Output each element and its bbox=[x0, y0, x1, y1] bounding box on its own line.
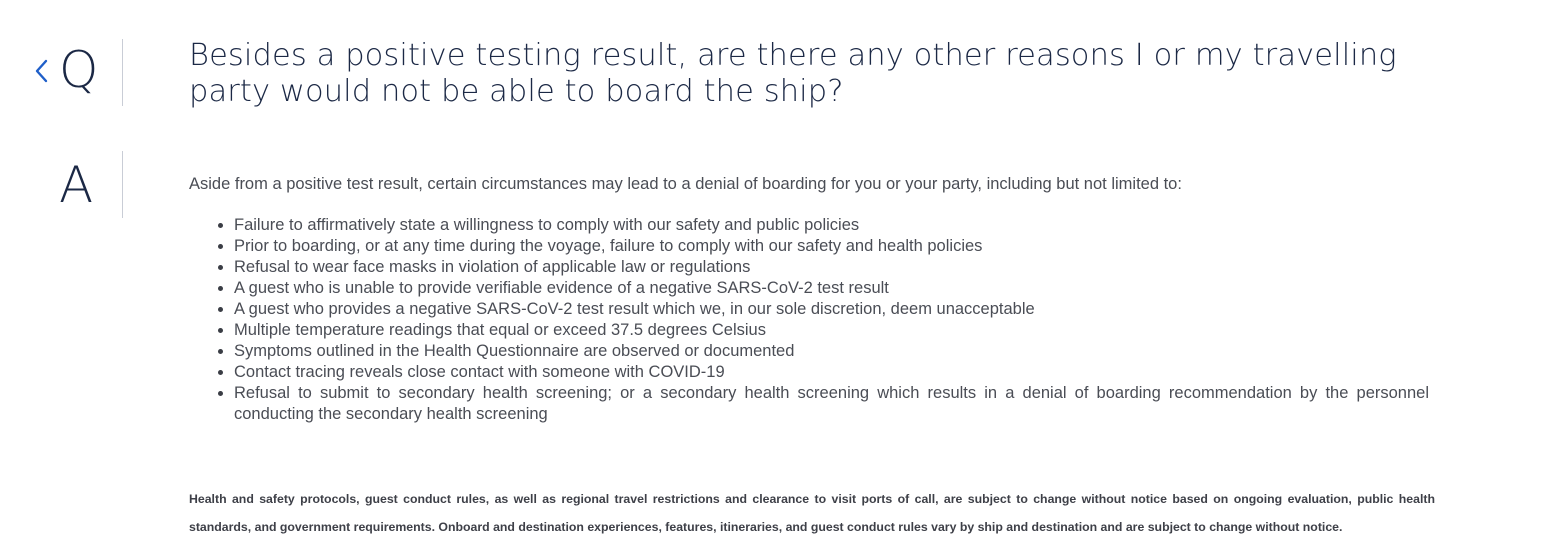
list-item: • Prior to boarding, or at any time during the voyage, failure to comply with our safety and health policies bbox=[234, 236, 1429, 257]
disclaimer-text: Health and safety protocols, guest conduct rules, as well as regional travel restrictions and clearance to visit ports of call, are subject to change without notice based on ongoing evaluation, public health standards, and government requirements. Onboard and destination experiences, features, itineraries, and guest conduct rules vary by ship and destination and are subject to change without notice. bbox=[189, 492, 1435, 534]
faq-question: Besides a positive testing result, are there any other reasons I or my travelling party would not be able to board the ship? bbox=[189, 38, 1397, 109]
list-item: • Multiple temperature readings that equal or exceed 37.5 degrees Celsius bbox=[234, 320, 1429, 341]
answer-list bbox=[189, 215, 1429, 425]
answer-marker: A bbox=[59, 156, 94, 214]
list-item: • Contact tracing reveals close contact with someone with COVID-19 bbox=[234, 362, 1429, 383]
question-divider bbox=[122, 39, 123, 106]
list-item: • A guest who is unable to provide verifiable evidence of a negative SARS-CoV-2 test result bbox=[234, 278, 1429, 299]
chevron-left-icon[interactable] bbox=[33, 58, 51, 84]
list-item: • Symptoms outlined in the Health Questionnaire are observed or documented bbox=[234, 341, 1429, 362]
list-item: • Refusal to submit to secondary health screening; or a secondary health screening which results in a denial of boarding recommendation by the personnel conducting the secondary health screening bbox=[234, 383, 1429, 425]
list-item: • A guest who provides a negative SARS-CoV-2 test result which we, in our sole discretion, deem unacceptable bbox=[234, 299, 1429, 320]
answer-divider bbox=[122, 151, 123, 218]
answer-intro: Aside from a positive test result, certain circumstances may lead to a denial of boarding for you or your party, including but not limited to: bbox=[189, 175, 1182, 193]
list-item: • Refusal to wear face masks in violation of applicable law or regulations bbox=[234, 257, 1429, 278]
question-marker: Q bbox=[59, 41, 99, 99]
list-item: • Failure to affirmatively state a willingness to comply with our safety and public policies bbox=[234, 215, 1429, 236]
